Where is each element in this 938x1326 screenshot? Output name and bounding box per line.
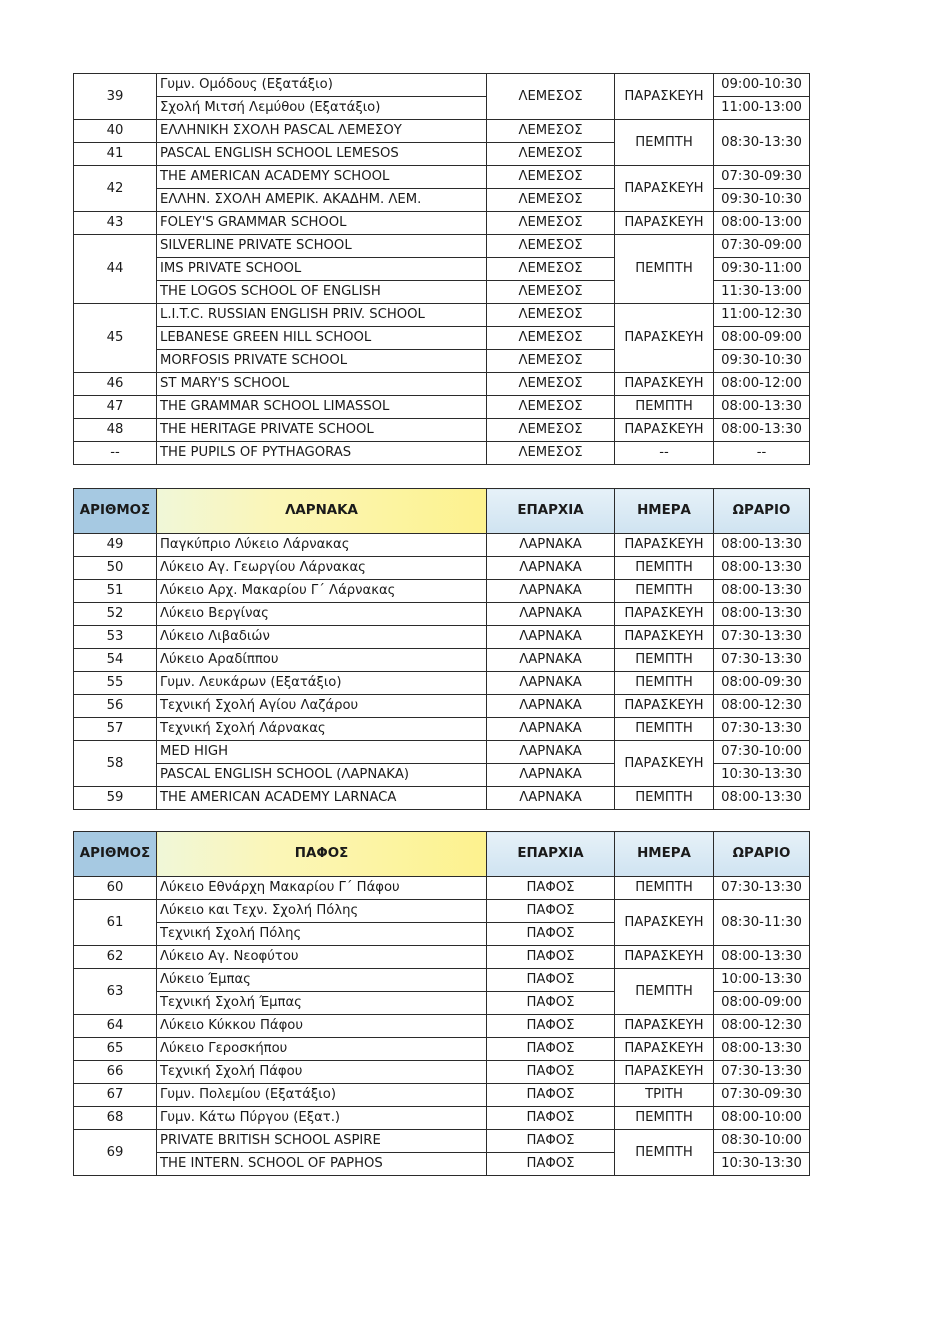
exam-hours: 08:00-09:00 [714,992,810,1015]
exam-day: ΠΕΜΠΤΗ [615,672,714,695]
exam-day: ΠΕΜΠΤΗ [615,1130,714,1176]
table-row [74,1061,810,1084]
school-number: 39 [74,74,157,120]
exam-day: ΤΡΙΤΗ [615,1084,714,1107]
exam-hours: 08:30-13:30 [714,120,810,166]
table-row [74,304,810,327]
exam-day: ΠΕΜΠΤΗ [615,969,714,1015]
school-province: ΠΑΦΟΣ [487,923,615,946]
exam-day: ΠΑΡΑΣΚΕΥΗ [615,741,714,787]
school-province: ΛΕΜΕΣΟΣ [487,212,615,235]
school-number: 61 [74,900,157,946]
table-row [74,120,810,143]
table-row [74,419,810,442]
table-row [74,1038,810,1061]
school-province: ΛΕΜΕΣΟΣ [487,189,615,212]
exam-hours: 11:00-12:30 [714,304,810,327]
school-province: ΛΕΜΕΣΟΣ [487,166,615,189]
school-name: Λύκειο Έμπας [157,969,487,992]
exam-day: ΠΑΡΑΣΚΕΥΗ [615,1015,714,1038]
exam-day: ΠΕΜΠΤΗ [615,718,714,741]
school-number: 68 [74,1107,157,1130]
exam-hours: 08:00-13:30 [714,419,810,442]
exam-hours: 07:30-09:30 [714,166,810,189]
exam-hours: 08:00-13:30 [714,787,810,810]
exam-day: ΠΑΡΑΣΚΕΥΗ [615,373,714,396]
exam-hours: 08:00-12:30 [714,695,810,718]
school-province: ΠΑΦΟΣ [487,1015,615,1038]
table-row [74,166,810,189]
exam-hours: 07:30-13:30 [714,718,810,741]
exam-day: ΠΑΡΑΣΚΕΥΗ [615,212,714,235]
table-row [74,695,810,718]
school-number: 65 [74,1038,157,1061]
header-number: ΑΡΙΘΜΟΣ [74,489,157,534]
school-province: ΠΑΦΟΣ [487,1061,615,1084]
exam-day: ΠΑΡΑΣΚΕΥΗ [615,1038,714,1061]
school-province: ΠΑΦΟΣ [487,946,615,969]
exam-day: ΠΕΜΠΤΗ [615,1107,714,1130]
exam-day: ΠΑΡΑΣΚΕΥΗ [615,695,714,718]
header-province: ΕΠΑΡΧΙΑ [487,832,615,877]
school-number: 42 [74,166,157,212]
exam-hours: 10:30-13:30 [714,764,810,787]
exam-day: ΠΑΡΑΣΚΕΥΗ [615,74,714,120]
header-hours: ΩΡΑΡΙΟ [714,832,810,877]
school-number: 63 [74,969,157,1015]
school-number: 55 [74,672,157,695]
exam-hours: 08:00-09:00 [714,327,810,350]
exam-day: ΠΑΡΑΣΚΕΥΗ [615,166,714,212]
school-name: FOLEY'S GRAMMAR SCHOOL [157,212,487,235]
school-province: ΛΕΜΕΣΟΣ [487,143,615,166]
school-name: Γυμν. Κάτω Πύργου (Εξατ.) [157,1107,487,1130]
table-row [74,580,810,603]
exam-hours: 08:30-11:30 [714,900,810,946]
exam-day: ΠΑΡΑΣΚΕΥΗ [615,534,714,557]
school-province: ΠΑΦΟΣ [487,969,615,992]
school-province: ΛΕΜΕΣΟΣ [487,235,615,258]
exam-hours: 07:30-09:30 [714,1084,810,1107]
table-row [74,900,810,923]
school-province: ΛΕΜΕΣΟΣ [487,327,615,350]
school-name: Λύκειο Αγ. Γεωργίου Λάρνακας [157,557,487,580]
school-name: PASCAL ENGLISH SCHOOL (ΛΑΡΝΑΚΑ) [157,764,487,787]
school-number: 52 [74,603,157,626]
table-row [74,969,810,992]
school-number: 60 [74,877,157,900]
school-province: ΠΑΦΟΣ [487,900,615,923]
exam-hours: 08:30-10:00 [714,1130,810,1153]
table-body [74,877,810,1176]
exam-hours: 08:00-13:30 [714,557,810,580]
table-row [74,626,810,649]
school-province: ΠΑΦΟΣ [487,1107,615,1130]
school-number: 45 [74,304,157,373]
school-name: Λύκειο Κύκκου Πάφου [157,1015,487,1038]
exam-hours: -- [714,442,810,465]
school-name: ST MARY'S SCHOOL [157,373,487,396]
table-row [74,442,810,465]
school-number: 41 [74,143,157,166]
school-province: ΛΑΡΝΑΚΑ [487,626,615,649]
school-name: THE AMERICAN ACADEMY LARNACA [157,787,487,810]
header-day: ΗΜΕΡΑ [615,489,714,534]
school-name: PASCAL ENGLISH SCHOOL LEMESOS [157,143,487,166]
header-hours: ΩΡΑΡΙΟ [714,489,810,534]
school-province: ΛΑΡΝΑΚΑ [487,557,615,580]
school-province: ΠΑΦΟΣ [487,877,615,900]
table-row [74,672,810,695]
school-province: ΛΕΜΕΣΟΣ [487,442,615,465]
exam-hours: 09:30-10:30 [714,350,810,373]
school-number: 44 [74,235,157,304]
header-district-title: ΠΑΦΟΣ [157,832,487,877]
school-name: THE INTERN. SCHOOL OF PAPHOS [157,1153,487,1176]
table-row [74,741,810,764]
school-name: Λύκειο Αγ. Νεοφύτου [157,946,487,969]
exam-hours: 08:00-13:30 [714,946,810,969]
school-number: 54 [74,649,157,672]
school-province: ΛΕΜΕΣΟΣ [487,120,615,143]
exam-hours: 08:00-12:00 [714,373,810,396]
school-name: Λύκειο Εθνάρχη Μακαρίου Γ΄ Πάφου [157,877,487,900]
school-name: LEBANESE GREEN HILL SCHOOL [157,327,487,350]
exam-day: ΠΕΜΠΤΗ [615,787,714,810]
school-number: 50 [74,557,157,580]
table-row [74,1015,810,1038]
school-province: ΛΑΡΝΑΚΑ [487,741,615,764]
school-province: ΛΕΜΕΣΟΣ [487,350,615,373]
school-name: MED HIGH [157,741,487,764]
exam-day: ΠΑΡΑΣΚΕΥΗ [615,419,714,442]
exam-day: ΠΕΜΠΤΗ [615,235,714,304]
exam-day: ΠΕΜΠΤΗ [615,557,714,580]
exam-day: ΠΕΜΠΤΗ [615,120,714,166]
exam-hours: 07:30-13:30 [714,649,810,672]
table-row [74,235,810,258]
exam-hours: 08:00-10:00 [714,1107,810,1130]
school-number: 67 [74,1084,157,1107]
school-number: 46 [74,373,157,396]
school-number: 56 [74,695,157,718]
school-province: ΛΑΡΝΑΚΑ [487,672,615,695]
paphos-schedule-table [73,831,810,1176]
school-name: Τεχνική Σχολή Πόλης [157,923,487,946]
school-province: ΛΕΜΕΣΟΣ [487,304,615,327]
exam-hours: 11:00-13:00 [714,97,810,120]
limassol-schedule-table [73,73,810,465]
school-name: Τεχνική Σχολή Αγίου Λαζάρου [157,695,487,718]
exam-day: ΠΕΜΠΤΗ [615,580,714,603]
school-name: IMS PRIVATE SCHOOL [157,258,487,281]
table-body [74,534,810,810]
school-province: ΛΑΡΝΑΚΑ [487,695,615,718]
school-number: 64 [74,1015,157,1038]
exam-day: ΠΑΡΑΣΚΕΥΗ [615,900,714,946]
table-row [74,1130,810,1153]
header-row [74,832,810,877]
table-body [74,74,810,465]
school-province: ΛΕΜΕΣΟΣ [487,74,615,120]
school-name: THE GRAMMAR SCHOOL LIMASSOL [157,396,487,419]
school-number: 69 [74,1130,157,1176]
header-province: ΕΠΑΡΧΙΑ [487,489,615,534]
school-province: ΠΑΦΟΣ [487,1038,615,1061]
school-province: ΠΑΦΟΣ [487,1130,615,1153]
exam-hours: 11:30-13:00 [714,281,810,304]
exam-hours: 08:00-13:00 [714,212,810,235]
exam-day: ΠΑΡΑΣΚΕΥΗ [615,603,714,626]
school-number: 51 [74,580,157,603]
exam-hours: 07:30-13:30 [714,877,810,900]
school-province: ΛΑΡΝΑΚΑ [487,580,615,603]
school-number: 49 [74,534,157,557]
school-name: Λύκειο Αρχ. Μακαρίου Γ΄ Λάρνακας [157,580,487,603]
school-number: 58 [74,741,157,787]
exam-hours: 08:00-12:30 [714,1015,810,1038]
table-row [74,787,810,810]
school-name: Λύκειο και Τεχν. Σχολή Πόλης [157,900,487,923]
school-name: THE LOGOS SCHOOL OF ENGLISH [157,281,487,304]
exam-day: -- [615,442,714,465]
table-row [74,946,810,969]
school-name: Τεχνική Σχολή Πάφου [157,1061,487,1084]
table-row [74,74,810,97]
school-name: Λύκειο Λιβαδιών [157,626,487,649]
school-province: ΛΑΡΝΑΚΑ [487,718,615,741]
exam-day: ΠΑΡΑΣΚΕΥΗ [615,1061,714,1084]
school-province: ΠΑΦΟΣ [487,1084,615,1107]
table-row [74,603,810,626]
exam-hours: 09:00-10:30 [714,74,810,97]
school-province: ΛΕΜΕΣΟΣ [487,281,615,304]
exam-hours: 09:30-10:30 [714,189,810,212]
exam-hours: 08:00-13:30 [714,603,810,626]
table-row [74,557,810,580]
exam-day: ΠΑΡΑΣΚΕΥΗ [615,946,714,969]
school-name: THE PUPILS OF PYTHAGORAS [157,442,487,465]
exam-hours: 10:00-13:30 [714,969,810,992]
school-province: ΠΑΦΟΣ [487,992,615,1015]
school-name: Παγκύπριο Λύκειο Λάρνακας [157,534,487,557]
table-row [74,1107,810,1130]
school-number: 66 [74,1061,157,1084]
school-name: Λύκειο Βεργίνας [157,603,487,626]
exam-hours: 07:30-09:00 [714,235,810,258]
exam-day: ΠΕΜΠΤΗ [615,877,714,900]
exam-hours: 07:30-13:30 [714,1061,810,1084]
exam-day: ΠΑΡΑΣΚΕΥΗ [615,626,714,649]
school-name: Σχολή Μιτσή Λεμύθου (Εξατάξιο) [157,97,487,120]
school-number: 59 [74,787,157,810]
school-number: 40 [74,120,157,143]
exam-day: ΠΕΜΠΤΗ [615,396,714,419]
school-name: L.I.T.C. RUSSIAN ENGLISH PRIV. SCHOOL [157,304,487,327]
school-province: ΛΑΡΝΑΚΑ [487,534,615,557]
school-number: 47 [74,396,157,419]
school-name: Γυμν. Ομόδους (Εξατάξιο) [157,74,487,97]
exam-hours: 07:30-10:00 [714,741,810,764]
school-province: ΛΑΡΝΑΚΑ [487,787,615,810]
school-name: Γυμν. Πολεμίου (Εξατάξιο) [157,1084,487,1107]
school-name: THE AMERICAN ACADEMY SCHOOL [157,166,487,189]
school-number: 48 [74,419,157,442]
school-name: Λύκειο Αραδίππου [157,649,487,672]
header-district-title: ΛΑΡΝΑΚΑ [157,489,487,534]
school-name: PRIVATE BRITISH SCHOOL ASPIRE [157,1130,487,1153]
school-province: ΛΕΜΕΣΟΣ [487,396,615,419]
school-number: 53 [74,626,157,649]
school-province: ΛΑΡΝΑΚΑ [487,649,615,672]
table-row [74,373,810,396]
exam-hours: 08:00-13:30 [714,1038,810,1061]
school-province: ΛΕΜΕΣΟΣ [487,258,615,281]
exam-hours: 08:00-13:30 [714,580,810,603]
larnaca-schedule-table [73,488,810,810]
exam-day: ΠΑΡΑΣΚΕΥΗ [615,304,714,373]
school-number: 57 [74,718,157,741]
exam-hours: 08:00-13:30 [714,534,810,557]
school-province: ΛΕΜΕΣΟΣ [487,419,615,442]
school-number: 62 [74,946,157,969]
school-name: Γυμν. Λευκάρων (Εξατάξιο) [157,672,487,695]
school-name: ΕΛΛΗΝ. ΣΧΟΛΗ ΑΜΕΡΙΚ. ΑΚΑΔΗΜ. ΛΕΜ. [157,189,487,212]
school-province: ΛΑΡΝΑΚΑ [487,603,615,626]
exam-hours: 09:30-11:00 [714,258,810,281]
exam-hours: 10:30-13:30 [714,1153,810,1176]
school-name: SILVERLINE PRIVATE SCHOOL [157,235,487,258]
table-row [74,718,810,741]
table-row [74,877,810,900]
school-number: 43 [74,212,157,235]
table-row [74,396,810,419]
table-row [74,534,810,557]
school-name: MORFOSIS PRIVATE SCHOOL [157,350,487,373]
school-name: Τεχνική Σχολή Έμπας [157,992,487,1015]
table-row [74,649,810,672]
header-number: ΑΡΙΘΜΟΣ [74,832,157,877]
school-name: Τεχνική Σχολή Λάρνακας [157,718,487,741]
header-day: ΗΜΕΡΑ [615,832,714,877]
school-name: THE HERITAGE PRIVATE SCHOOL [157,419,487,442]
table-row [74,1084,810,1107]
school-name: Λύκειο Γεροσκήπου [157,1038,487,1061]
header-row [74,489,810,534]
school-name: ΕΛΛΗΝΙΚΗ ΣΧΟΛΗ PASCAL ΛΕΜΕΣΟΥ [157,120,487,143]
school-province: ΠΑΦΟΣ [487,1153,615,1176]
school-province: ΛΑΡΝΑΚΑ [487,764,615,787]
school-number: -- [74,442,157,465]
school-province: ΛΕΜΕΣΟΣ [487,373,615,396]
exam-hours: 07:30-13:30 [714,626,810,649]
table-row [74,212,810,235]
exam-hours: 08:00-13:30 [714,396,810,419]
exam-day: ΠΕΜΠΤΗ [615,649,714,672]
exam-hours: 08:00-09:30 [714,672,810,695]
